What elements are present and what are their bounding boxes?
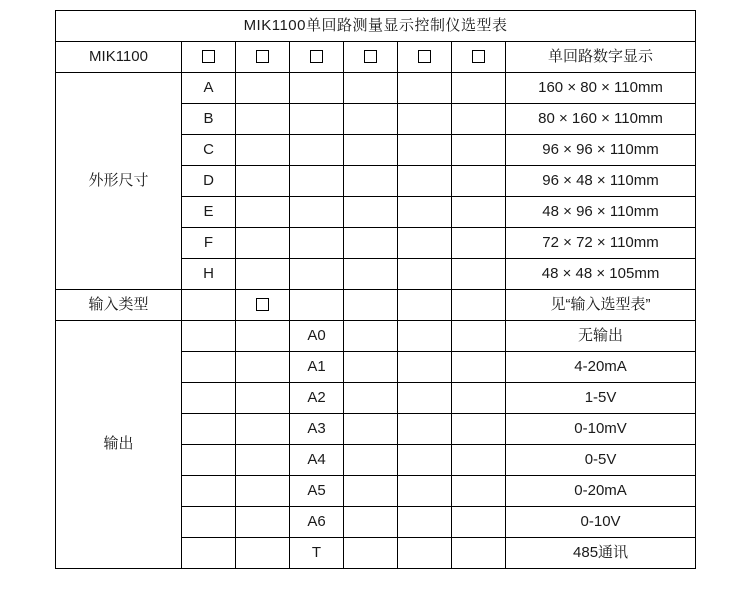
spacer-cell [452,538,506,569]
code-cell: F [182,228,236,259]
spacer-cell [452,259,506,290]
desc-cell: 0-20mA [506,476,696,507]
spacer-cell [182,507,236,538]
spacer-cell [344,73,398,104]
table-row [56,73,696,104]
code-cell: C [182,135,236,166]
code-cell: A0 [290,321,344,352]
checkbox-icon[interactable] [472,50,485,63]
model-checkbox-cell-2[interactable] [236,42,290,73]
spacer-cell [182,445,236,476]
spacer-cell [344,259,398,290]
spacer-cell [344,104,398,135]
spacer-cell [182,383,236,414]
checkbox-icon[interactable] [202,50,215,63]
spacer-cell [452,290,506,321]
spacer-cell [452,166,506,197]
table-title-row [56,11,696,42]
spacer-cell [236,507,290,538]
section-label-dimensions: 外形尺寸 [56,73,182,290]
model-checkbox-cell-4[interactable] [344,42,398,73]
spacer-cell [398,321,452,352]
desc-cell: 48 × 96 × 110mm [506,197,696,228]
model-checkbox-cell-6[interactable] [452,42,506,73]
spacer-cell [236,383,290,414]
spacer-cell [290,197,344,228]
spacer-cell [290,73,344,104]
spacer-cell [290,228,344,259]
checkbox-icon[interactable] [418,50,431,63]
spacer-cell [182,321,236,352]
spacer-cell [236,321,290,352]
model-checkbox-cell-1[interactable] [182,42,236,73]
spacer-cell [344,352,398,383]
spacer-cell [344,135,398,166]
model-checkbox-cell-5[interactable] [398,42,452,73]
spacer-cell [182,476,236,507]
model-selection-table [55,10,696,569]
model-checkbox-cell-3[interactable] [290,42,344,73]
spacer-cell [344,197,398,228]
spacer-cell [452,321,506,352]
code-cell: A5 [290,476,344,507]
spacer-cell [344,166,398,197]
checkbox-icon[interactable] [256,298,269,311]
desc-cell: 80 × 160 × 110mm [506,104,696,135]
spacer-cell [398,507,452,538]
checkbox-icon[interactable] [256,50,269,63]
model-row [56,42,696,73]
spacer-cell [236,228,290,259]
desc-cell: 1-5V [506,383,696,414]
spacer-cell [290,104,344,135]
code-cell: A [182,73,236,104]
spacer-cell [398,166,452,197]
spacer-cell [452,228,506,259]
spacer-cell [344,476,398,507]
spacer-cell [398,290,452,321]
desc-cell: 0-5V [506,445,696,476]
spacer-cell [236,135,290,166]
code-cell: T [290,538,344,569]
desc-cell: 见“输入选型表” [506,290,696,321]
spacer-cell [452,476,506,507]
desc-cell: 485通讯 [506,538,696,569]
code-cell: A6 [290,507,344,538]
model-description: 单回路数字显示 [506,42,696,73]
spacer-cell [344,414,398,445]
spacer-cell [398,135,452,166]
spacer-cell [344,290,398,321]
desc-cell: 无输出 [506,321,696,352]
spacer-cell [182,414,236,445]
checkbox-icon[interactable] [310,50,323,63]
spacer-cell [344,228,398,259]
spacer-cell [236,352,290,383]
desc-cell: 0-10V [506,507,696,538]
spacer-cell [236,73,290,104]
desc-cell: 160 × 80 × 110mm [506,73,696,104]
code-cell: A3 [290,414,344,445]
desc-cell: 72 × 72 × 110mm [506,228,696,259]
spacer-cell [398,538,452,569]
input-checkbox-cell[interactable] [236,290,290,321]
code-cell: E [182,197,236,228]
spacer-cell [344,383,398,414]
spacer-cell [236,166,290,197]
code-cell: B [182,104,236,135]
spacer-cell [452,507,506,538]
spacer-cell [398,476,452,507]
code-cell: A4 [290,445,344,476]
spacer-cell [236,538,290,569]
table-title: MIK1100单回路测量显示控制仪选型表 [56,11,696,42]
spacer-cell [452,383,506,414]
spacer-cell [398,228,452,259]
code-cell: H [182,259,236,290]
spacer-cell [398,352,452,383]
spacer-cell [290,166,344,197]
desc-cell: 4-20mA [506,352,696,383]
spacer-cell [236,197,290,228]
spacer-cell [290,259,344,290]
spacer-cell [344,507,398,538]
spacer-cell [452,135,506,166]
spacer-cell [452,414,506,445]
model-name: MIK1100 [56,42,182,73]
spacer-cell [344,445,398,476]
spacer-cell [398,259,452,290]
spacer-cell [398,383,452,414]
spacer-cell [398,197,452,228]
code-cell: A1 [290,352,344,383]
spacer-cell [182,352,236,383]
spacer-cell [452,445,506,476]
spacer-cell [236,445,290,476]
spacer-cell [398,414,452,445]
spacer-cell [452,197,506,228]
desc-cell: 0-10mV [506,414,696,445]
spacer-cell [344,321,398,352]
section-label-output: 输出 [56,321,182,569]
spacer-cell [452,104,506,135]
spacer-cell [398,73,452,104]
table-row [56,321,696,352]
checkbox-icon[interactable] [364,50,377,63]
spacer-cell [452,73,506,104]
table-row [56,290,696,321]
spacer-cell [398,445,452,476]
spacer-cell [398,104,452,135]
spacer-cell [290,290,344,321]
spacer-cell [182,290,236,321]
spacer-cell [452,352,506,383]
spacer-cell [344,538,398,569]
spacer-cell [236,104,290,135]
code-cell: D [182,166,236,197]
desc-cell: 96 × 96 × 110mm [506,135,696,166]
spacer-cell [236,259,290,290]
spacer-cell [236,476,290,507]
spacer-cell [182,538,236,569]
desc-cell: 48 × 48 × 105mm [506,259,696,290]
code-cell: A2 [290,383,344,414]
spacer-cell [236,414,290,445]
section-label-input-type: 输入类型 [56,290,182,321]
desc-cell: 96 × 48 × 110mm [506,166,696,197]
spacer-cell [290,135,344,166]
